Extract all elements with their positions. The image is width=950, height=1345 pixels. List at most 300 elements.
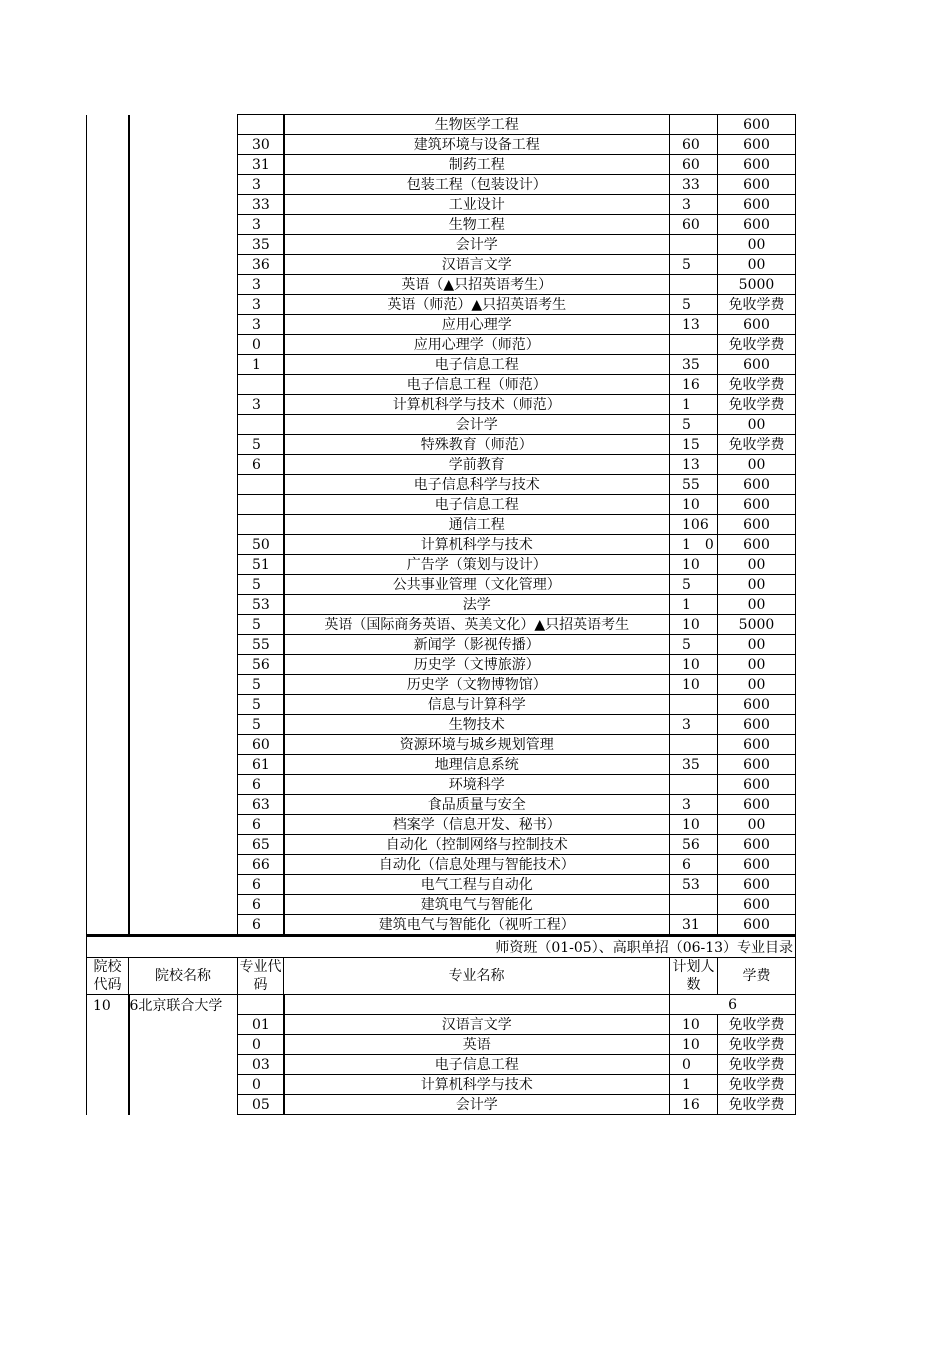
major-code: 1	[238, 355, 284, 375]
school-code-cell	[87, 875, 129, 895]
tuition-fee: 免收学费	[718, 435, 796, 455]
plan-count: 3	[670, 795, 718, 815]
school-code-cell	[87, 555, 129, 575]
plan-count: 3	[670, 195, 718, 215]
lower-major-table	[86, 935, 796, 1115]
table-row	[87, 375, 796, 395]
major-name: 汉语言文学	[284, 255, 670, 275]
major-code: 33	[238, 195, 284, 215]
tuition-fee: 00	[718, 255, 796, 275]
major-code: 3	[238, 175, 284, 195]
major-code: 6	[238, 915, 284, 935]
major-code: 3	[238, 395, 284, 415]
school-name: 北京联合大学	[138, 997, 223, 1014]
tuition-fee: 00	[718, 815, 796, 835]
school-code-cell	[87, 135, 129, 155]
school-code-cell	[87, 1035, 129, 1055]
school-name-prefix: 6	[129, 997, 139, 1014]
tuition-fee: 5000	[718, 275, 796, 295]
major-code: 6	[238, 895, 284, 915]
tuition-fee: 免收学费	[718, 335, 796, 355]
school-code-cell	[87, 595, 129, 615]
plan-count: 5	[670, 575, 718, 595]
major-name: 会计学	[284, 235, 670, 255]
major-code: 6	[238, 775, 284, 795]
tuition-fee: 600	[718, 795, 796, 815]
school-name-cell	[129, 295, 238, 315]
plan-count: 31	[670, 915, 718, 935]
tuition-fee: 600	[718, 515, 796, 535]
major-name: 电气工程与自动化	[284, 875, 670, 895]
table-row	[87, 615, 796, 635]
table-row	[87, 475, 796, 495]
tuition-fee: 600	[718, 175, 796, 195]
school-name-cell	[129, 635, 238, 655]
plan-count: 1	[670, 395, 718, 415]
major-code: 5	[238, 715, 284, 735]
table-row	[87, 115, 796, 135]
tuition-fee: 00	[718, 555, 796, 575]
major-name: 英语（▲只招英语考生）	[284, 275, 670, 295]
tuition-fee: 600	[718, 195, 796, 215]
school-code-cell	[87, 795, 129, 815]
school-plan-total: 6	[670, 995, 796, 1015]
tuition-fee: 600	[718, 315, 796, 335]
table-row	[87, 435, 796, 455]
school-name-cell	[129, 155, 238, 175]
school-code-cell	[87, 715, 129, 735]
major-name: 电子信息科学与技术	[284, 475, 670, 495]
plan-count: 13	[670, 315, 718, 335]
tuition-fee: 600	[718, 215, 796, 235]
major-name: 档案学（信息开发、秘书）	[284, 815, 670, 835]
school-name-cell	[129, 355, 238, 375]
plan-count: 5	[670, 635, 718, 655]
school-name-cell	[129, 575, 238, 595]
table-row	[87, 895, 796, 915]
table-row	[87, 675, 796, 695]
plan-count: 60	[670, 215, 718, 235]
plan-count: 106	[670, 515, 718, 535]
major-code	[238, 495, 284, 515]
major-code: 5	[238, 695, 284, 715]
major-name: 建筑电气与智能化	[284, 895, 670, 915]
major-code: 53	[238, 595, 284, 615]
school-code-cell	[87, 675, 129, 695]
tuition-fee: 免收学费	[718, 295, 796, 315]
tuition-fee: 600	[718, 715, 796, 735]
school-code-cell	[87, 155, 129, 175]
tuition-fee: 免收学费	[718, 375, 796, 395]
school-code-cell	[87, 375, 129, 395]
major-code: 05	[238, 1095, 284, 1115]
school-name-cell	[129, 735, 238, 755]
school-name-cell	[129, 395, 238, 415]
tuition-fee: 00	[718, 675, 796, 695]
major-code: 5	[238, 675, 284, 695]
school-code-cell	[87, 255, 129, 275]
major-name: 自动化（控制网络与控制技术	[284, 835, 670, 855]
major-code: 55	[238, 635, 284, 655]
plan-count: 56	[670, 835, 718, 855]
plan-count: 60	[670, 155, 718, 175]
major-name: 应用心理学（师范）	[284, 335, 670, 355]
school-name-cell	[129, 195, 238, 215]
tuition-fee: 免收学费	[718, 1015, 796, 1035]
major-name: 食品质量与安全	[284, 795, 670, 815]
school-name-cell	[129, 675, 238, 695]
plan-count: 35	[670, 355, 718, 375]
tuition-fee: 600	[718, 695, 796, 715]
header-fee: 学费	[718, 958, 796, 995]
table-row	[87, 655, 796, 675]
school-code-cell	[87, 575, 129, 595]
table-row	[87, 715, 796, 735]
school-name-cell	[129, 715, 238, 735]
school-row-major	[284, 995, 670, 1015]
table-row	[87, 635, 796, 655]
school-name-cell	[129, 695, 238, 715]
tuition-fee: 00	[718, 455, 796, 475]
major-code: 56	[238, 655, 284, 675]
major-name: 英语	[284, 1035, 670, 1055]
major-name: 公共事业管理（文化管理）	[284, 575, 670, 595]
school-name-cell	[129, 215, 238, 235]
table-row	[87, 155, 796, 175]
school-code-cell	[87, 455, 129, 475]
plan-count: 10	[670, 1015, 718, 1035]
school-name-cell	[129, 995, 238, 1015]
school-code-cell	[87, 535, 129, 555]
table-title: 师资班（01-05）、高职单招（06-13）专业目录	[87, 936, 796, 958]
plan-count: 5	[670, 415, 718, 435]
major-name: 法学	[284, 595, 670, 615]
major-name: 信息与计算科学	[284, 695, 670, 715]
school-code-cell	[87, 515, 129, 535]
plan-count: 3	[670, 715, 718, 735]
school-code-cell	[87, 115, 129, 135]
school-name-cell	[129, 895, 238, 915]
major-name: 英语（师范）▲只招英语考生	[284, 295, 670, 315]
school-name-cell	[129, 1015, 238, 1035]
major-code: 60	[238, 735, 284, 755]
major-name: 电子信息工程	[284, 1055, 670, 1075]
plan-count: 10	[670, 615, 718, 635]
table-row	[87, 315, 796, 335]
school-code-cell	[87, 775, 129, 795]
major-code: 5	[238, 615, 284, 635]
header-school-code: 院校代码	[87, 958, 129, 995]
plan-count	[670, 275, 718, 295]
tuition-fee: 600	[718, 875, 796, 895]
tuition-fee: 00	[718, 655, 796, 675]
major-code: 61	[238, 755, 284, 775]
major-code: 5	[238, 575, 284, 595]
major-name: 环境科学	[284, 775, 670, 795]
plan-count: 0	[670, 1055, 718, 1075]
header-school-name: 院校名称	[129, 958, 238, 995]
plan-count: 60	[670, 135, 718, 155]
school-code-cell	[87, 275, 129, 295]
school-code-cell	[87, 735, 129, 755]
plan-count	[670, 335, 718, 355]
plan-count	[670, 895, 718, 915]
tuition-fee: 600	[718, 495, 796, 515]
school-name-cell	[129, 375, 238, 395]
school-row-code	[238, 995, 284, 1015]
header-major-name: 专业名称	[284, 958, 670, 995]
tuition-fee: 600	[718, 775, 796, 795]
tuition-fee: 00	[718, 575, 796, 595]
school-code-cell	[87, 315, 129, 335]
major-name: 建筑环境与设备工程	[284, 135, 670, 155]
school-name-cell	[129, 835, 238, 855]
school-name-cell	[129, 255, 238, 275]
major-code	[238, 475, 284, 495]
major-name: 特殊教育（师范）	[284, 435, 670, 455]
header-major-code: 专业代码	[239, 959, 282, 993]
table-row	[87, 335, 796, 355]
tuition-fee: 免收学费	[718, 1035, 796, 1055]
tuition-fee: 600	[718, 155, 796, 175]
major-code: 3	[238, 275, 284, 295]
major-code: 3	[238, 315, 284, 335]
school-name-cell	[129, 235, 238, 255]
table-row	[87, 1015, 796, 1035]
tuition-fee: 600	[718, 755, 796, 775]
school-code-cell	[87, 855, 129, 875]
school-name-cell	[129, 1035, 238, 1055]
school-name-cell	[129, 1055, 238, 1075]
tuition-fee: 600	[718, 535, 796, 555]
major-name: 历史学（文物博物馆）	[284, 675, 670, 695]
school-name-cell	[129, 475, 238, 495]
major-name: 电子信息工程（师范）	[284, 375, 670, 395]
school-code: 10	[87, 995, 129, 1015]
table-row	[87, 775, 796, 795]
table-row	[87, 795, 796, 815]
major-code: 0	[238, 335, 284, 355]
major-code: 01	[238, 1015, 284, 1035]
tuition-fee: 600	[718, 915, 796, 935]
school-name-cell	[129, 795, 238, 815]
table-row	[87, 875, 796, 895]
school-name-cell	[129, 435, 238, 455]
tuition-fee: 600	[718, 115, 796, 135]
school-code-cell	[87, 175, 129, 195]
school-code-cell	[87, 495, 129, 515]
plan-count: 10	[670, 1035, 718, 1055]
header-plan: 计划人数	[670, 958, 718, 995]
plan-count: 16	[670, 375, 718, 395]
major-name: 电子信息工程	[284, 495, 670, 515]
tuition-fee: 00	[718, 235, 796, 255]
school-code-cell	[87, 215, 129, 235]
plan-count: 15	[670, 435, 718, 455]
table-row	[87, 555, 796, 575]
major-code	[238, 115, 284, 135]
table-row	[87, 455, 796, 475]
table-row	[87, 1035, 796, 1055]
major-name: 英语（国际商务英语、英美文化）▲只招英语考生	[284, 615, 670, 635]
major-name: 包装工程（包装设计）	[284, 175, 670, 195]
table-row	[87, 355, 796, 375]
tuition-fee: 免收学费	[718, 1075, 796, 1095]
table-row	[87, 835, 796, 855]
school-code-cell	[87, 415, 129, 435]
plan-count: 13	[670, 455, 718, 475]
school-code-cell	[87, 815, 129, 835]
tuition-fee: 免收学费	[718, 395, 796, 415]
school-name-cell	[129, 875, 238, 895]
tuition-fee: 00	[718, 415, 796, 435]
table-row	[87, 695, 796, 715]
plan-count: 10	[670, 655, 718, 675]
plan-count: 10	[670, 555, 718, 575]
school-code-cell	[87, 355, 129, 375]
table-row	[87, 535, 796, 555]
major-code: 3	[238, 295, 284, 315]
school-name-cell	[129, 115, 238, 135]
plan-count: 5	[670, 255, 718, 275]
major-name: 生物技术	[284, 715, 670, 735]
school-name-cell	[129, 555, 238, 575]
table-row	[87, 815, 796, 835]
major-code: 6	[238, 815, 284, 835]
school-code-cell	[87, 335, 129, 355]
tuition-fee: 600	[718, 855, 796, 875]
table-row	[87, 755, 796, 775]
tuition-fee: 免收学费	[718, 1095, 796, 1115]
major-name: 计算机科学与技术	[284, 1075, 670, 1095]
school-code-cell	[87, 295, 129, 315]
table-row	[87, 1095, 796, 1115]
major-name: 自动化（信息处理与智能技术）	[284, 855, 670, 875]
plan-count: 1	[670, 595, 718, 615]
table-row	[87, 855, 796, 875]
school-code-cell	[87, 915, 129, 935]
plan-count: 55	[670, 475, 718, 495]
school-code-cell	[87, 1095, 129, 1115]
major-code: 5	[238, 435, 284, 455]
school-name-cell	[129, 855, 238, 875]
major-name: 会计学	[284, 1095, 670, 1115]
school-code-cell	[87, 475, 129, 495]
major-code: 51	[238, 555, 284, 575]
school-name-cell	[129, 775, 238, 795]
school-code-cell	[87, 435, 129, 455]
major-code	[238, 415, 284, 435]
plan-count	[670, 115, 718, 135]
school-name-cell	[129, 815, 238, 835]
major-name: 应用心理学	[284, 315, 670, 335]
table-row	[87, 235, 796, 255]
table-row	[87, 195, 796, 215]
tuition-fee: 600	[718, 835, 796, 855]
table-row	[87, 175, 796, 195]
major-name: 学前教育	[284, 455, 670, 475]
school-code-cell	[87, 695, 129, 715]
major-code: 66	[238, 855, 284, 875]
major-name: 计算机科学与技术	[284, 535, 670, 555]
school-name-cell	[129, 615, 238, 635]
major-code: 03	[238, 1055, 284, 1075]
major-code	[238, 515, 284, 535]
table-row	[87, 395, 796, 415]
tuition-fee: 600	[718, 735, 796, 755]
school-name-cell	[129, 595, 238, 615]
plan-count: 1	[670, 1075, 718, 1095]
upper-major-table	[86, 114, 796, 935]
school-code-cell	[87, 1055, 129, 1075]
table-row	[87, 915, 796, 935]
school-name-cell	[129, 515, 238, 535]
table-row	[87, 515, 796, 535]
school-name-cell	[129, 175, 238, 195]
tuition-fee: 5000	[718, 615, 796, 635]
plan-count	[670, 735, 718, 755]
school-code-cell	[87, 895, 129, 915]
major-code: 3	[238, 215, 284, 235]
table-row	[87, 135, 796, 155]
major-name: 地理信息系统	[284, 755, 670, 775]
major-name: 广告学（策划与设计）	[284, 555, 670, 575]
major-name: 建筑电气与智能化（视听工程）	[284, 915, 670, 935]
school-name-cell	[129, 315, 238, 335]
tuition-fee: 600	[718, 475, 796, 495]
major-code	[238, 375, 284, 395]
school-name-cell	[129, 535, 238, 555]
plan-count: 1 0	[670, 535, 718, 555]
school-name-cell	[129, 1075, 238, 1095]
major-name: 计算机科学与技术（师范）	[284, 395, 670, 415]
school-name-cell	[129, 455, 238, 475]
tuition-fee: 600	[718, 135, 796, 155]
plan-count	[670, 775, 718, 795]
plan-count: 33	[670, 175, 718, 195]
major-name: 新闻学（影视传播）	[284, 635, 670, 655]
plan-count: 10	[670, 495, 718, 515]
major-name: 工业设计	[284, 195, 670, 215]
table-row	[87, 1075, 796, 1095]
tuition-fee: 600	[718, 895, 796, 915]
school-code-cell	[87, 835, 129, 855]
major-name: 生物医学工程	[284, 115, 670, 135]
school-name-cell	[129, 1095, 238, 1115]
major-code: 30	[238, 135, 284, 155]
plan-count: 10	[670, 815, 718, 835]
plan-count: 53	[670, 875, 718, 895]
school-code-cell	[87, 615, 129, 635]
major-code: 36	[238, 255, 284, 275]
major-name: 汉语言文学	[284, 1015, 670, 1035]
table-row	[87, 495, 796, 515]
table-row	[87, 1055, 796, 1075]
school-name-cell	[129, 335, 238, 355]
school-code-cell	[87, 655, 129, 675]
major-name: 通信工程	[284, 515, 670, 535]
table-row	[87, 575, 796, 595]
major-code: 6	[238, 455, 284, 475]
major-name: 制药工程	[284, 155, 670, 175]
school-code-cell	[87, 395, 129, 415]
tuition-fee: 00	[718, 635, 796, 655]
major-code: 6	[238, 875, 284, 895]
tuition-fee: 600	[718, 355, 796, 375]
table-row	[87, 275, 796, 295]
school-code-cell	[87, 195, 129, 215]
major-code: 31	[238, 155, 284, 175]
